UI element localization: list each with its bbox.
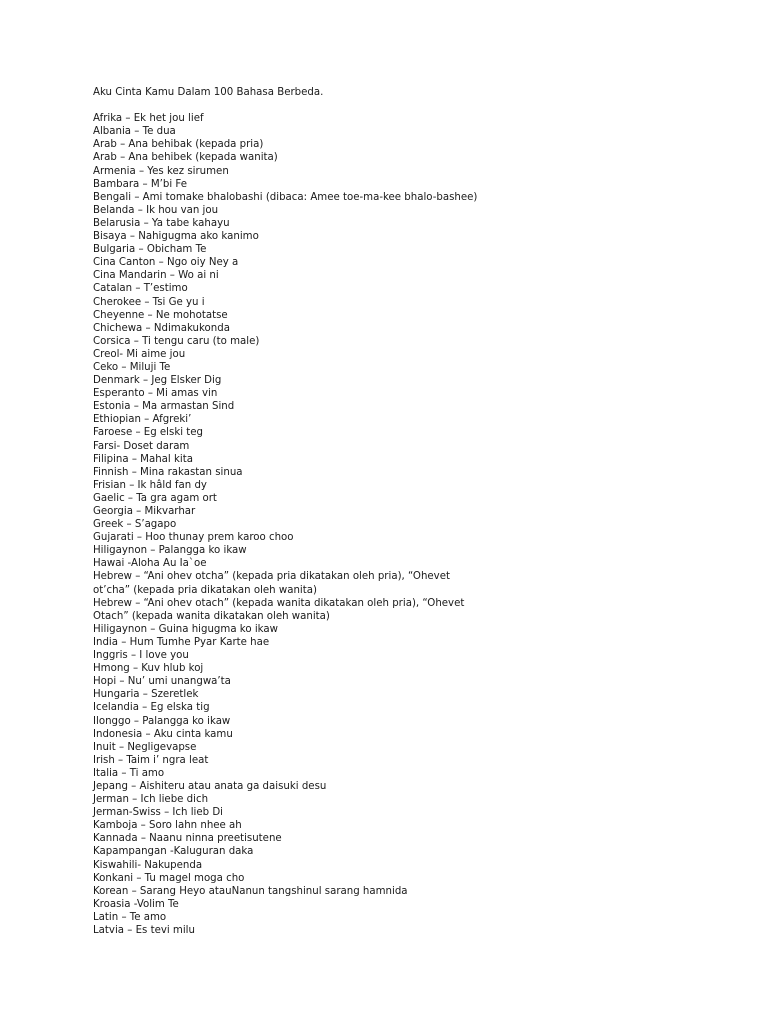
translation-line: Arab – Ana behibak (kepada pria) (93, 139, 264, 151)
translation-line: Latvia – Es tevi milu (93, 925, 195, 936)
translation-line: Hmong – Kuv hlub koj (93, 663, 204, 675)
translation-line: Hawai -Aloha Au Ia`oe (93, 558, 207, 570)
translation-line: Kroasia -Volim Te (93, 898, 179, 910)
translation-line: India – Hum Tumhe Pyar Karte hae (93, 636, 270, 648)
translation-line: ot’cha” (kepada pria dikatakan oleh wanita) (93, 584, 317, 596)
translation-line: Belanda – Ik hou van jou (93, 204, 219, 216)
translation-line: Irish – Taim i’ ngra leat (93, 754, 209, 766)
translation-line: Estonia – Ma armastan Sind (93, 401, 235, 413)
translation-line: Creol- Mi aime jou (93, 348, 186, 360)
translation-line: Ceko – Miluji Te (93, 361, 171, 373)
translation-line: Otach” (kepada wanita dikatakan oleh wanita) (93, 610, 330, 622)
translation-line: Ethiopian – Afgreki’ (93, 414, 192, 426)
translation-line: Cheyenne – Ne mohotatse (93, 309, 228, 321)
translation-line: Filipina – Mahal kita (93, 453, 193, 465)
translation-line: Afrika – Ek het jou lief (93, 113, 204, 125)
translation-line: Bisaya – Nahigugma ako kanimo (93, 231, 259, 243)
translation-line: Belarusia – Ya tabe kahayu (93, 217, 230, 229)
translation-line: Jerman-Swiss – Ich lieb Di (93, 807, 224, 819)
translation-line: Cina Canton – Ngo oiy Ney a (93, 257, 239, 269)
translation-line: Indonesia – Aku cinta kamu (93, 728, 233, 740)
translation-line: Jepang – Aishiteru atau anata ga daisuki desu (93, 780, 327, 792)
translation-line: Faroese – Eg elski teg (93, 427, 204, 439)
translation-line: Italia – Ti amo (93, 767, 165, 779)
translation-line: Chichewa – Ndimakukonda (93, 322, 230, 334)
translation-line: Latin – Te amo (93, 911, 167, 923)
translation-line: Denmark – Jeg Elsker Dig (93, 375, 222, 387)
translation-line: Frisian – Ik hâld fan dy (93, 479, 207, 491)
translation-line: Ilonggo – Palangga ko ikaw (93, 715, 231, 727)
translation-line: Hiligaynon – Guina higugma ko ikaw (93, 623, 278, 635)
translation-line: Hungaria – Szeretlek (93, 689, 199, 701)
translation-line: Arab – Ana behibek (kepada wanita) (93, 152, 278, 164)
translation-line: Gujarati – Hoo thunay prem karoo choo (93, 532, 294, 544)
translation-line: Icelandia – Eg elska tig (93, 702, 210, 714)
translation-line: Kiswahili- Nakupenda (93, 859, 203, 871)
translation-line: Bambara – M’bi Fe (93, 178, 187, 190)
document-page (93, 86, 733, 937)
translation-line: Hiligaynon – Palangga ko ikaw (93, 545, 247, 557)
translation-line: Esperanto – Mi amas vin (93, 388, 218, 400)
translation-line: Hopi – Nu’ umi unangwa’ta (93, 676, 231, 688)
translation-line: Farsi- Doset daram (93, 440, 190, 452)
translation-line: Bengali – Ami tomake bhalobashi (dibaca: Amee toe-ma-kee bhalo-bashee) (93, 191, 478, 203)
translation-line: Gaelic – Ta gra agam ort (93, 492, 217, 504)
translation-line: Hebrew – “Ani ohev otcha” (kepada pria dikatakan oleh pria), “Ohevet (93, 571, 450, 583)
translation-line: Inggris – I love you (93, 650, 189, 662)
translation-line: Corsica – Ti tengu caru (to male) (93, 335, 260, 347)
translation-line: Kapampangan -Kaluguran daka (93, 846, 254, 858)
translation-line: Korean – Sarang Heyo atauNanun tangshinul sarang hamnida (93, 885, 408, 897)
translation-line: Konkani – Tu magel moga cho (93, 872, 245, 884)
translation-line: Albania – Te dua (93, 126, 176, 138)
translation-line: Armenia – Yes kez sirumen (93, 165, 229, 177)
translation-line: Jerman – Ich liebe dich (93, 794, 209, 806)
translation-list (93, 112, 733, 937)
translation-line: Catalan – T’estimo (93, 283, 188, 295)
translation-line: Finnish – Mina rakastan sinua (93, 466, 243, 478)
translation-line: Kamboja – Soro lahn nhee ah (93, 820, 242, 832)
translation-line: Greek – S’agapo (93, 519, 177, 531)
translation-line: Hebrew – “Ani ohev otach” (kepada wanita dikatakan oleh pria), “Ohevet (93, 597, 465, 609)
translation-line: Kannada – Naanu ninna preetisutene (93, 833, 282, 845)
document-title: Aku Cinta Kamu Dalam 100 Bahasa Berbeda. (93, 87, 324, 98)
translation-line: Cherokee – Tsi Ge yu i (93, 296, 205, 308)
translation-line: Bulgaria – Obicham Te (93, 244, 207, 256)
translation-line: Cina Mandarin – Wo ai ni (93, 270, 219, 282)
translation-line: Georgia – Mikvarhar (93, 506, 196, 517)
translation-line: Inuit – Negligevapse (93, 741, 197, 753)
